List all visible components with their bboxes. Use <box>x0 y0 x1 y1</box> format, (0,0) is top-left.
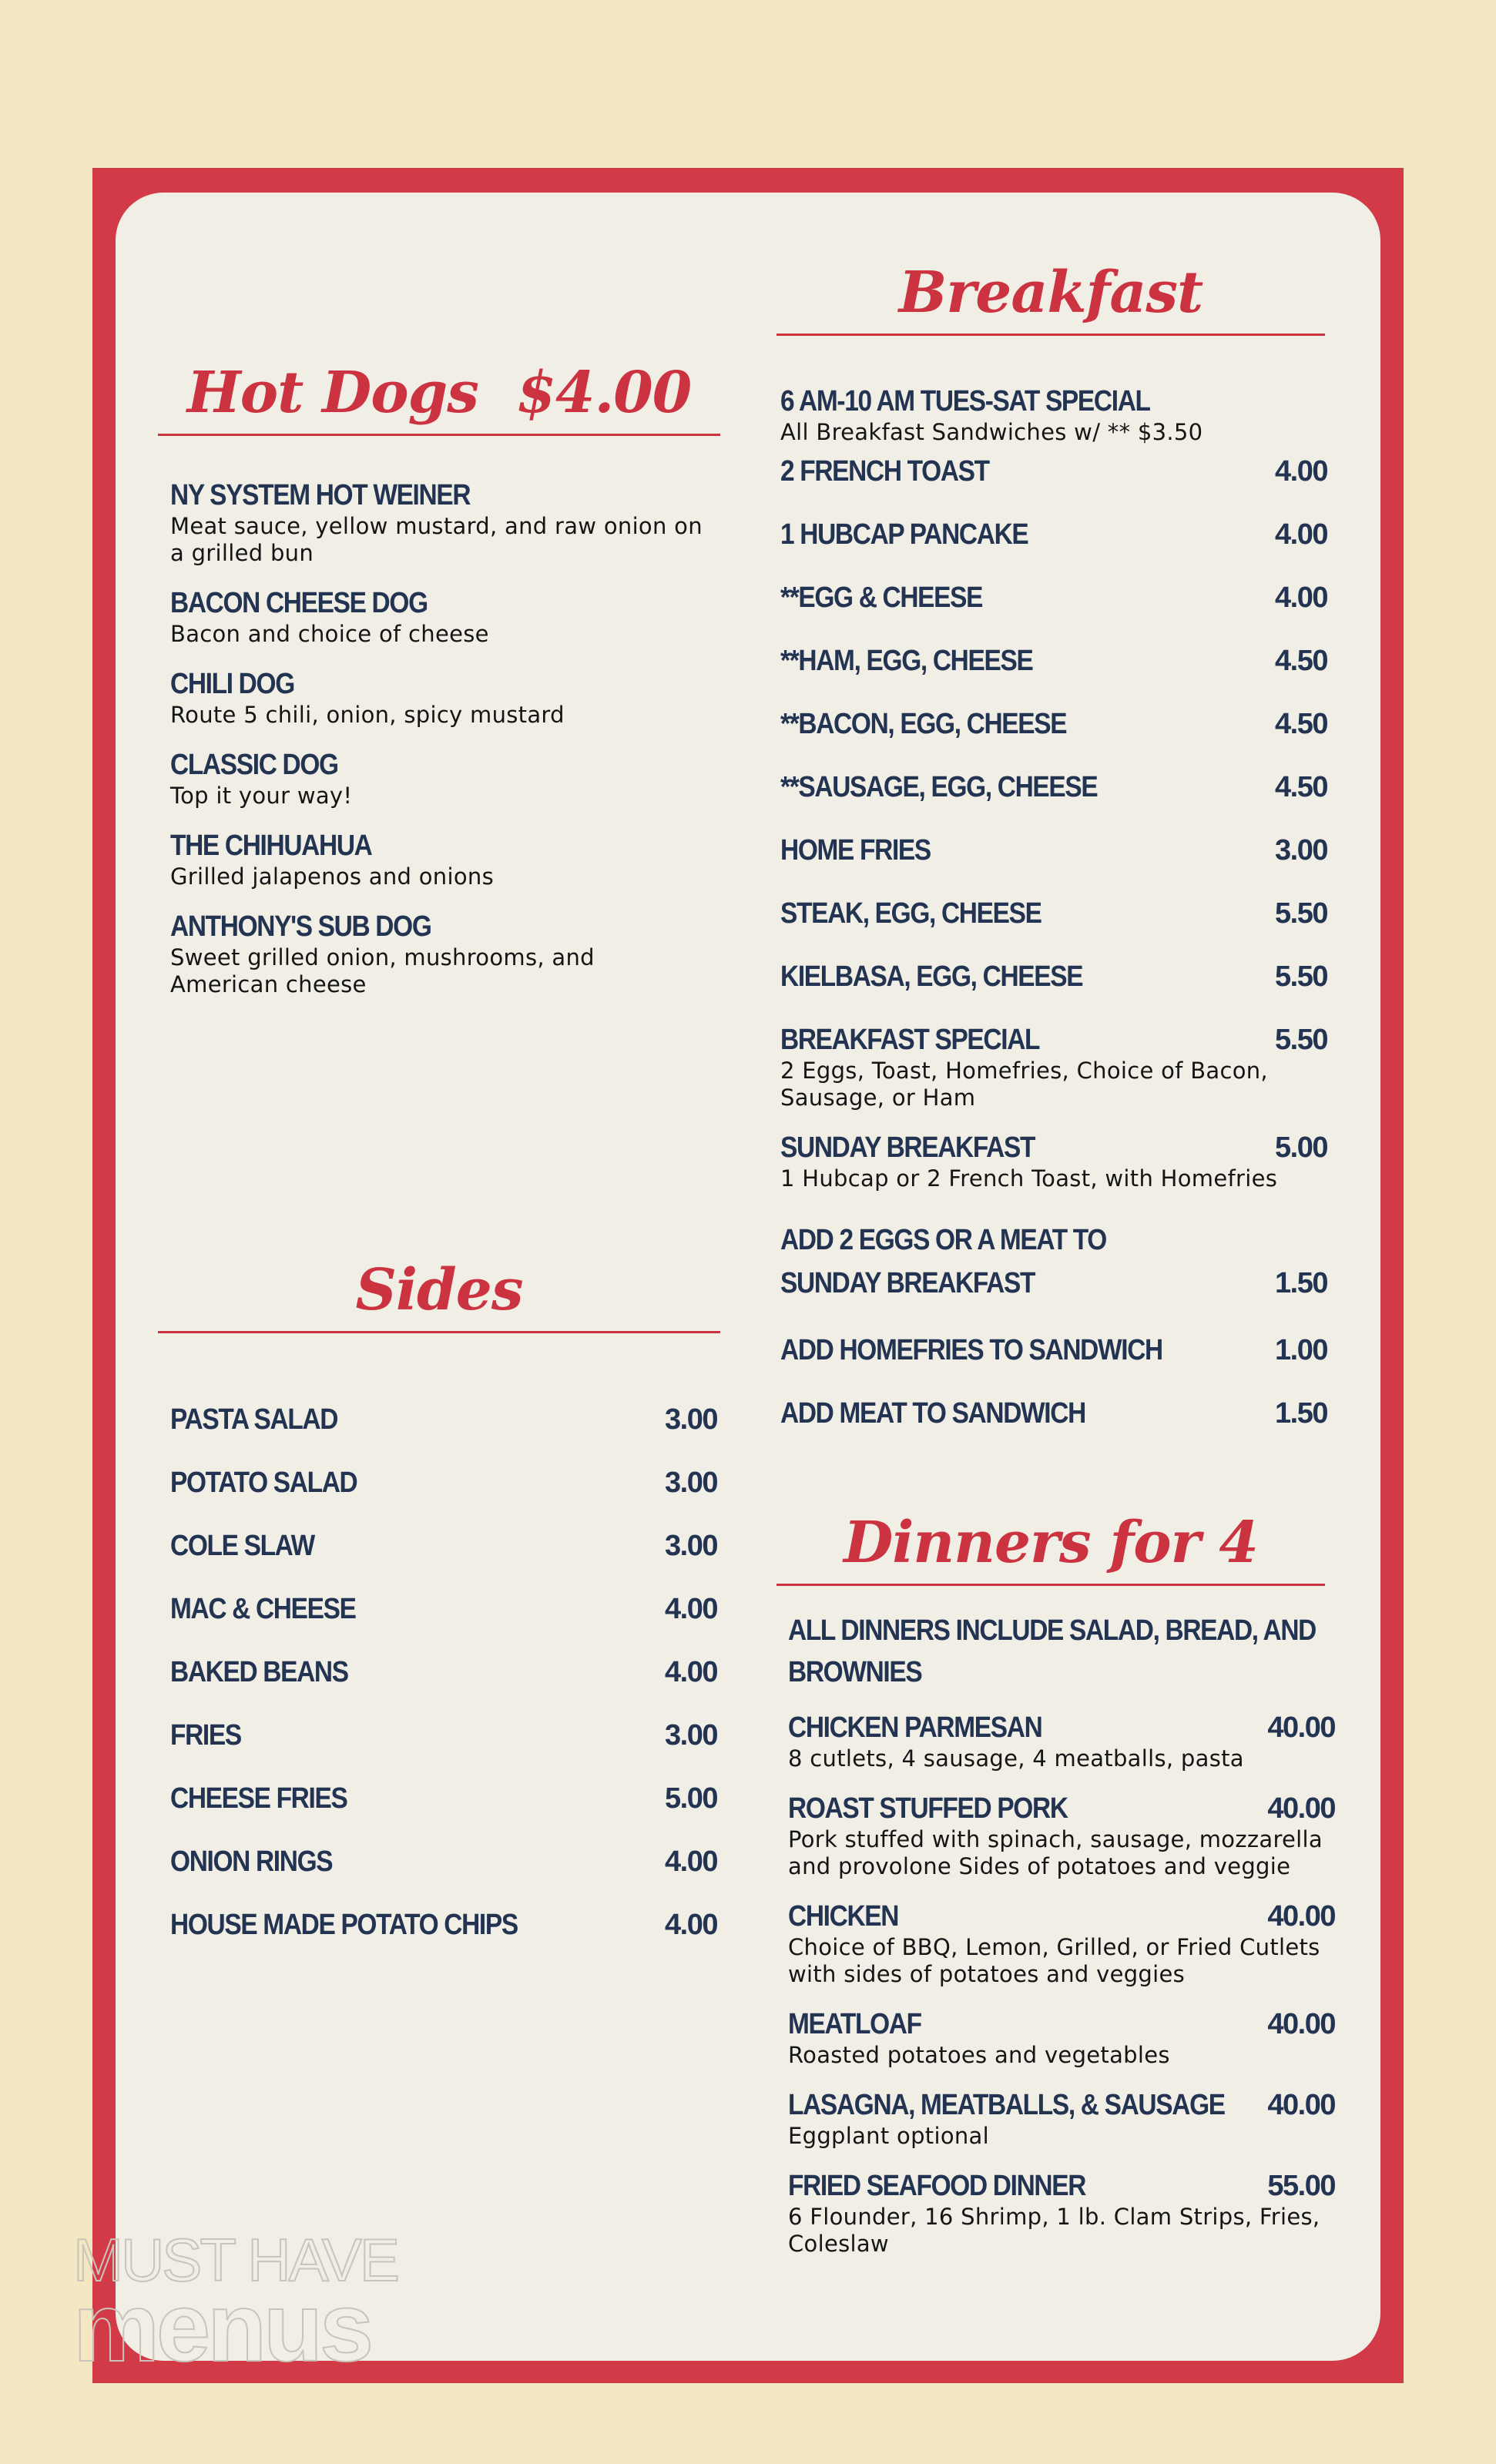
item-name: MAC & CHEESE <box>170 1593 356 1625</box>
menu-item <box>170 1718 717 1781</box>
item-name: ANTHONY'S SUB DOG <box>170 910 431 943</box>
menu-item <box>170 1781 717 1844</box>
watermark-logo <box>73 2226 458 2382</box>
item-price: 5.50 <box>1275 960 1327 993</box>
item-name: BREAKFAST SPECIAL <box>780 1024 1040 1056</box>
item-price: 3.00 <box>665 1719 717 1752</box>
item-name: ONION RINGS <box>170 1845 333 1878</box>
watermark-line1: MUST HAVE <box>73 2226 397 2294</box>
menu-item <box>170 585 725 648</box>
item-price: 4.50 <box>1275 645 1327 677</box>
item-name: **BACON, EGG, CHEESE <box>780 708 1067 740</box>
item-price: 4.00 <box>665 1656 717 1688</box>
item-description: Roasted potatoes and vegetables <box>788 2042 1170 2068</box>
item-name: NY SYSTEM HOT WEINER <box>170 479 471 511</box>
menu-item <box>780 454 1327 517</box>
item-price: 40.00 <box>1267 1792 1335 1825</box>
item-name: BAKED BEANS <box>170 1656 348 1688</box>
item-price: 40.00 <box>1267 2089 1335 2121</box>
item-price: 5.00 <box>1275 1131 1327 1164</box>
item-name: CLASSIC DOG <box>170 749 338 781</box>
item-description: Top it your way! <box>170 783 353 809</box>
menu-item <box>170 1907 717 1970</box>
item-price: 5.00 <box>665 1782 717 1815</box>
item-name: CHICKEN <box>788 1900 899 1933</box>
item-name: FRIES <box>170 1719 241 1752</box>
item-description: Pork stuffed with spinach, sausage, mozzarella and provolone Sides of potatoes and veggie <box>788 1826 1323 1879</box>
item-description: 2 Eggs, Toast, Homefries, Choice of Bacon, Sausage, or Ham <box>780 1058 1268 1111</box>
item-price: 3.00 <box>665 1530 717 1562</box>
dinners-heading: Dinners for 4 <box>844 1510 1258 1576</box>
menu-item <box>170 909 725 998</box>
item-price: 40.00 <box>1267 1900 1335 1933</box>
item-name: STEAK, EGG, CHEESE <box>780 897 1041 930</box>
item-name: CHEESE FRIES <box>170 1782 347 1815</box>
item-price: 1.50 <box>1275 1267 1327 1299</box>
hot-dogs-heading: Hot Dogs $4.00 <box>186 360 692 426</box>
hot-dogs-section <box>158 358 720 436</box>
menu-item <box>170 478 725 567</box>
breakfast-rule <box>777 334 1325 336</box>
item-description: Sweet grilled onion, mushrooms, and American cheese <box>170 944 595 997</box>
menu-item <box>170 1465 717 1528</box>
sides-heading: Sides <box>355 1257 523 1323</box>
hot-dogs-list <box>170 478 725 998</box>
item-name: BACON CHEESE DOG <box>170 587 428 619</box>
item-description: 1 Hubcap or 2 French Toast, with Homefries <box>780 1165 1278 1192</box>
item-price: 3.00 <box>1275 834 1327 867</box>
item-name: THE CHIHUAHUA <box>170 830 372 862</box>
menu-item <box>780 643 1327 706</box>
item-name: POTATO SALAD <box>170 1467 357 1499</box>
menu-item <box>780 833 1327 896</box>
item-description: Bacon and choice of cheese <box>170 621 489 647</box>
dinners-rule <box>777 1584 1325 1586</box>
menu-item <box>788 2087 1335 2150</box>
menu-item <box>170 1591 717 1654</box>
item-name: BROWNIES <box>788 1656 922 1688</box>
sides-rule <box>158 1331 720 1333</box>
item-price: 4.50 <box>1275 708 1327 740</box>
item-name: 2 FRENCH TOAST <box>780 455 989 488</box>
menu-item <box>788 2006 1335 2069</box>
item-name: CHICKEN PARMESAN <box>788 1711 1042 1744</box>
breakfast-heading: Breakfast <box>898 260 1203 326</box>
menu-item <box>780 706 1327 769</box>
menu-item <box>780 1333 1327 1396</box>
item-name: ADD HOMEFRIES TO SANDWICH <box>780 1334 1162 1366</box>
item-description: Route 5 chili, onion, spicy mustard <box>170 702 565 728</box>
item-price: 3.00 <box>665 1467 717 1499</box>
menu-item <box>780 580 1327 643</box>
item-price: 4.00 <box>1275 455 1327 488</box>
item-description: Meat sauce, yellow mustard, and raw onion on a grilled bun <box>170 513 703 566</box>
item-price: 55.00 <box>1267 2170 1335 2202</box>
menu-item <box>788 1710 1335 1772</box>
menu-item <box>170 1844 717 1907</box>
item-price: 40.00 <box>1267 2008 1335 2040</box>
item-name: KIELBASA, EGG, CHEESE <box>780 960 1083 993</box>
breakfast-special-note <box>780 384 1327 446</box>
item-price: 4.00 <box>1275 582 1327 614</box>
menu-item <box>788 2168 1335 2258</box>
item-price: 4.50 <box>1275 771 1327 803</box>
item-price: 1.50 <box>1275 1397 1327 1430</box>
sides-section <box>158 1255 720 1333</box>
menu-item-add-eggs <box>780 1219 1327 1305</box>
item-name: LASAGNA, MEATBALLS, & SAUSAGE <box>788 2089 1225 2121</box>
item-description: 6 Flounder, 16 Shrimp, 1 lb. Clam Strips, Fries, Coleslaw <box>788 2204 1320 2257</box>
item-description: Eggplant optional <box>788 2123 989 2149</box>
spacer <box>780 1211 1327 1219</box>
item-name: 6 AM-10 AM TUES-SAT SPECIAL <box>780 385 1150 417</box>
menu-item <box>780 1022 1327 1111</box>
breakfast-section <box>777 258 1325 336</box>
item-description: Grilled jalapenos and onions <box>170 863 494 890</box>
item-description: Choice of BBQ, Lemon, Grilled, or Fried Cutlets with sides of potatoes and veggies <box>788 1934 1320 1987</box>
item-price: 4.00 <box>665 1845 717 1878</box>
menu-item <box>788 1899 1335 1988</box>
item-name: ADD 2 EGGS OR A MEAT TO <box>780 1224 1106 1256</box>
item-name: FRIED SEAFOOD DINNER <box>788 2170 1086 2202</box>
menu-item <box>780 1130 1327 1192</box>
item-price: 5.50 <box>1275 897 1327 930</box>
item-name: PASTA SALAD <box>170 1403 338 1436</box>
item-name: HOUSE MADE POTATO CHIPS <box>170 1909 518 1941</box>
item-name: CHILI DOG <box>170 668 294 700</box>
item-description: 8 cutlets, 4 sausage, 4 meatballs, pasta <box>788 1745 1244 1772</box>
item-name: HOME FRIES <box>780 834 931 867</box>
item-name: **HAM, EGG, CHEESE <box>780 645 1033 677</box>
menu-item <box>170 1402 717 1465</box>
breakfast-list <box>780 384 1327 1459</box>
menu-item <box>170 666 725 729</box>
item-name: SUNDAY BREAKFAST <box>780 1131 1035 1164</box>
item-price: 40.00 <box>1267 1711 1335 1744</box>
item-name: ADD MEAT TO SANDWICH <box>780 1397 1085 1430</box>
menu-item <box>170 747 725 810</box>
menu-item <box>780 769 1327 833</box>
item-name: SUNDAY BREAKFAST <box>780 1267 1035 1299</box>
item-price: 5.50 <box>1275 1024 1327 1056</box>
dinners-note <box>788 1610 1335 1693</box>
sides-list <box>170 1402 717 1970</box>
watermark-line2: menus <box>73 2273 371 2382</box>
item-price: 4.00 <box>665 1593 717 1625</box>
menu-item <box>780 517 1327 580</box>
menu-item <box>170 1654 717 1718</box>
item-name: ALL DINNERS INCLUDE SALAD, BREAD, AND <box>788 1614 1316 1647</box>
item-name: **SAUSAGE, EGG, CHEESE <box>780 771 1098 803</box>
menu-item <box>170 1528 717 1591</box>
menu-item <box>780 1396 1327 1459</box>
item-price: 1.00 <box>1275 1334 1327 1366</box>
menu-item <box>780 896 1327 959</box>
item-price: 3.00 <box>665 1403 717 1436</box>
dinners-section <box>777 1508 1325 1586</box>
menu-item <box>170 828 725 890</box>
item-name: 1 HUBCAP PANCAKE <box>780 518 1028 551</box>
item-price: 4.00 <box>1275 518 1327 551</box>
item-description: All Breakfast Sandwiches w/ ** $3.50 <box>780 419 1203 445</box>
menu-item <box>780 959 1327 1022</box>
item-name: **EGG & CHEESE <box>780 582 983 614</box>
hot-dogs-rule <box>158 434 720 436</box>
item-price: 4.00 <box>665 1909 717 1941</box>
dinners-list <box>788 1610 1335 2258</box>
menu-item <box>788 1791 1335 1880</box>
item-name: COLE SLAW <box>170 1530 314 1562</box>
item-name: ROAST STUFFED PORK <box>788 1792 1068 1825</box>
item-name: MEATLOAF <box>788 2008 921 2040</box>
